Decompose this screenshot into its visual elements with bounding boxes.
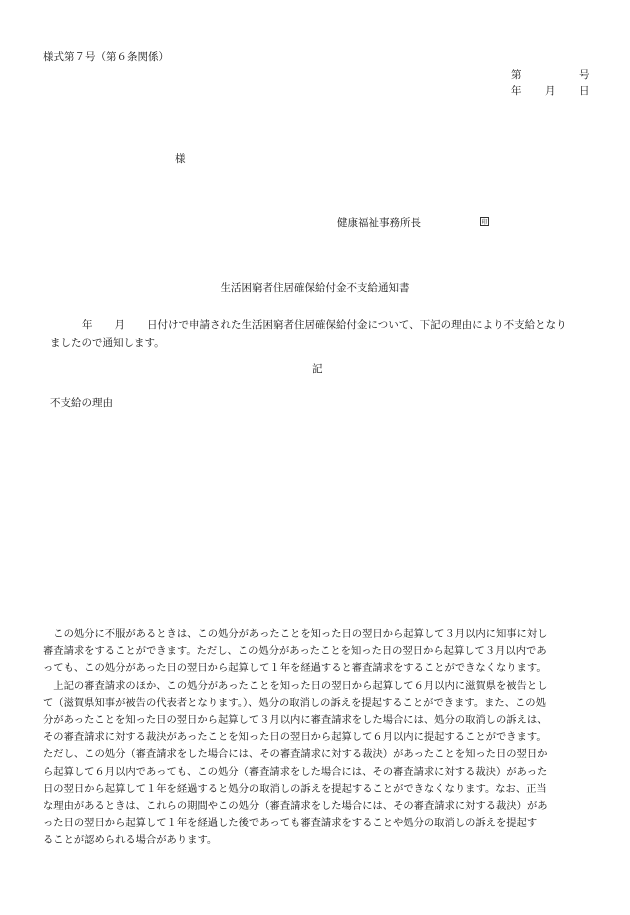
date-month: 月 xyxy=(545,85,556,97)
notice-line: て（滋賀県知事が被告の代表者となります。）、処分の取消しの訴えを提起することができます。また、この処 xyxy=(43,696,546,709)
notice-line: 審査請求をすることができます。ただし、この処分があったことを知った日の翌日から起算して３月以内であ xyxy=(43,645,547,658)
notice-line: な理由があるときは、これらの期間やこの処分（審査請求をした場合には、その審査請求に対する裁決）があ xyxy=(43,800,548,813)
notice-line: った日の翌日から起算して１年を経過した後であっても審査請求をすることや処分の取消しの訴えを提起す xyxy=(43,817,538,830)
intro-month: 月 xyxy=(114,319,125,331)
notice-line: 日の翌日から起算して１年を経過すると処分の取消しの訴えを提起することができなくなります。なお、正当 xyxy=(43,782,547,795)
intro-text-line2: ましたので通知します。 xyxy=(50,337,165,349)
intro-text-line1: 日付けで申請された生活困窮者住居確保給付金について、下記の理由により不支給となり xyxy=(147,319,567,331)
addressee-honorific: 様 xyxy=(175,153,186,165)
notice-line: ただし、この処分（審査請求をした場合には、その審査請求に対する裁決）があったことを知った日の翌日か xyxy=(43,748,548,761)
document-title: 生活困窮者住居確保給付金不支給通知書 xyxy=(220,282,410,294)
number-prefix: 第 xyxy=(511,69,522,81)
notice-line: ることが認められる場合があります。 xyxy=(43,834,218,847)
ki-heading: 記 xyxy=(312,363,323,375)
seal-mark: 印 xyxy=(481,219,488,226)
notice-line: 上記の審査請求のほか、この処分があったことを知った日の翌日から起算して６月以内に滋賀県を被告とし xyxy=(43,679,548,692)
notice-line: この処分に不服があるときは、この処分があったことを知った日の翌日から起算して３月以内に知事に対し xyxy=(43,628,548,640)
intro-year: 年 xyxy=(82,319,93,331)
notice-line: その審査請求に対する裁決があったことを知った日の翌日から起算して６月以内に提起することができます。 xyxy=(43,731,547,744)
number-suffix: 号 xyxy=(579,69,590,81)
date-year: 年 xyxy=(511,85,522,97)
notice-line: っても、この処分があった日の翌日から起算して１年を経過すると審査請求をすることができなくなります。 xyxy=(43,662,547,675)
notice-line: 分があったことを知った日の翌日から起算して３月以内に審査請求をした場合には、処分の取消しの訴えは、 xyxy=(43,714,548,727)
notice-line: ら起算して６月以内であっても、この処分（審査請求をした場合には、その審査請求に対する裁決）があった xyxy=(43,765,548,778)
appeal-notice xyxy=(43,626,588,850)
date-day: 日 xyxy=(579,85,590,97)
form-number: 様式第７号（第６条関係） xyxy=(43,51,169,63)
intro-paragraph xyxy=(50,316,595,352)
document-date xyxy=(511,86,591,98)
sender-title: 健康福祉事務所長 xyxy=(337,217,421,229)
document-number xyxy=(511,70,591,82)
reason-label: 不支給の理由 xyxy=(50,397,113,409)
